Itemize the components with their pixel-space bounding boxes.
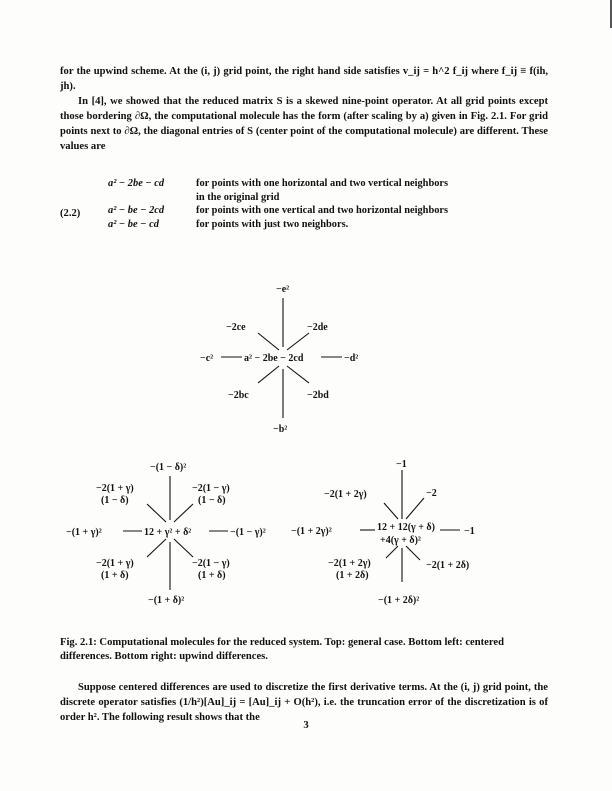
- stencil-center: 12 + γ² + δ²: [144, 527, 192, 538]
- stencil-coefficient: −(1 − γ)²: [230, 527, 266, 538]
- page-number: 3: [303, 720, 309, 731]
- stencil-coefficient: −2de: [307, 322, 328, 333]
- stencil-line: [406, 498, 424, 519]
- stencil-coefficient: −b²: [273, 424, 288, 435]
- molecule-general: [200, 284, 358, 435]
- stencil-coefficient: (1 − δ): [198, 495, 226, 506]
- equation-description: for points with just two neighbors.: [196, 218, 349, 230]
- stencil-line: [258, 366, 279, 383]
- stencil-coefficient: −2(1 + 2δ): [426, 560, 470, 571]
- stencil-coefficient: (1 − δ): [101, 495, 129, 506]
- stencil-center: a² − 2be − 2cd: [244, 353, 304, 364]
- equation-description: for points with one vertical and two horizontal neighbors: [196, 205, 449, 217]
- stencil-center: +4(γ + δ)²: [380, 535, 421, 546]
- equation-description: in the original grid: [196, 191, 280, 203]
- stencil-coefficient: −(1 + 2γ)²: [291, 526, 332, 537]
- stencil-coefficient: −(1 + δ)²: [148, 595, 185, 606]
- stencil-line: [174, 539, 193, 557]
- stencil-coefficient: −d²: [344, 353, 359, 364]
- stencil-coefficient: −1: [396, 459, 407, 470]
- paragraph-intro: for the upwind scheme. At the (i, j) grid point, the right hand side satisfies v_ij = h^2 f_ij where f_ij ≡ f(ih, jh).: [60, 66, 548, 92]
- stencil-coefficient: −2(1 + γ): [96, 483, 134, 494]
- stencil-line: [406, 546, 420, 560]
- stencil-coefficient: −2(1 + 2γ): [328, 558, 371, 569]
- stencil-coefficient: −e²: [276, 284, 290, 295]
- stencil-line: [384, 503, 398, 519]
- stencil-coefficient: −2(1 + 2γ): [324, 489, 367, 500]
- stencil-coefficient: −2(1 − γ): [192, 483, 230, 494]
- stencil-coefficient: −2(1 + γ): [96, 558, 134, 569]
- stencil-line: [386, 546, 398, 558]
- stencil-line: [258, 333, 279, 350]
- stencil-coefficient: −c²: [200, 353, 214, 364]
- stencil-line: [287, 366, 309, 383]
- equation-description: for points with one horizontal and two vertical neighbors: [196, 178, 449, 189]
- stencil-coefficient: −1: [464, 526, 475, 537]
- stencil-coefficient: −2: [426, 488, 437, 499]
- stencil-line: [287, 333, 309, 350]
- stencil-coefficient: (1 + 2δ): [336, 570, 369, 581]
- stencil-center: 12 + 12(γ + δ): [377, 522, 435, 533]
- stencil-coefficient: −2bd: [307, 390, 329, 401]
- equation-expression: a² − 2be − cd: [108, 178, 165, 189]
- equation-expression: a² − be − 2cd: [108, 205, 165, 217]
- paragraph-centered-differences: Suppose centered differences are used to discretize the first derivative terms. At the (i, j) grid point, the discrete operator satisfies (1/h²)[Au]_ij = [Au]_ij + O(h²), i.e. the truncation error of the discretization is of order h². The following result shows that the: [60, 682, 548, 723]
- molecule-centered: [66, 462, 266, 606]
- stencil-coefficient: (1 + δ): [101, 570, 129, 581]
- equation-label: (2.2): [60, 208, 81, 219]
- stencil-coefficient: −2bc: [228, 390, 249, 401]
- molecule-upwind: [291, 459, 475, 606]
- stencil-coefficient: −2ce: [226, 322, 246, 333]
- stencil-line: [174, 504, 193, 522]
- stencil-line: [147, 539, 166, 557]
- stencil-coefficient: −(1 − δ)²: [150, 462, 187, 473]
- figure-caption: Fig. 2.1: Computational molecules for the reduced system. Top: general case. Bottom left: centered differences. Bottom right: upwind differences.: [60, 637, 504, 662]
- stencil-coefficient: −2(1 − γ): [192, 558, 230, 569]
- stencil-coefficient: −(1 + γ)²: [66, 527, 102, 538]
- stencil-coefficient: −(1 + 2δ)²: [378, 595, 420, 606]
- equation-expression: a² − be − cd: [108, 218, 159, 230]
- stencil-line: [147, 504, 166, 522]
- paragraph-skewed-operator: In [4], we showed that the reduced matrix S is a skewed nine-point operator. At all grid points except those bordering ∂Ω, the computational molecule has the form (after scaling by a) given in Fig. 2.1. For grid points next to ∂Ω, the diagonal entries of S (center point of the computational molecule) are different. These values are: [60, 96, 548, 152]
- stencil-coefficient: (1 + δ): [198, 570, 226, 581]
